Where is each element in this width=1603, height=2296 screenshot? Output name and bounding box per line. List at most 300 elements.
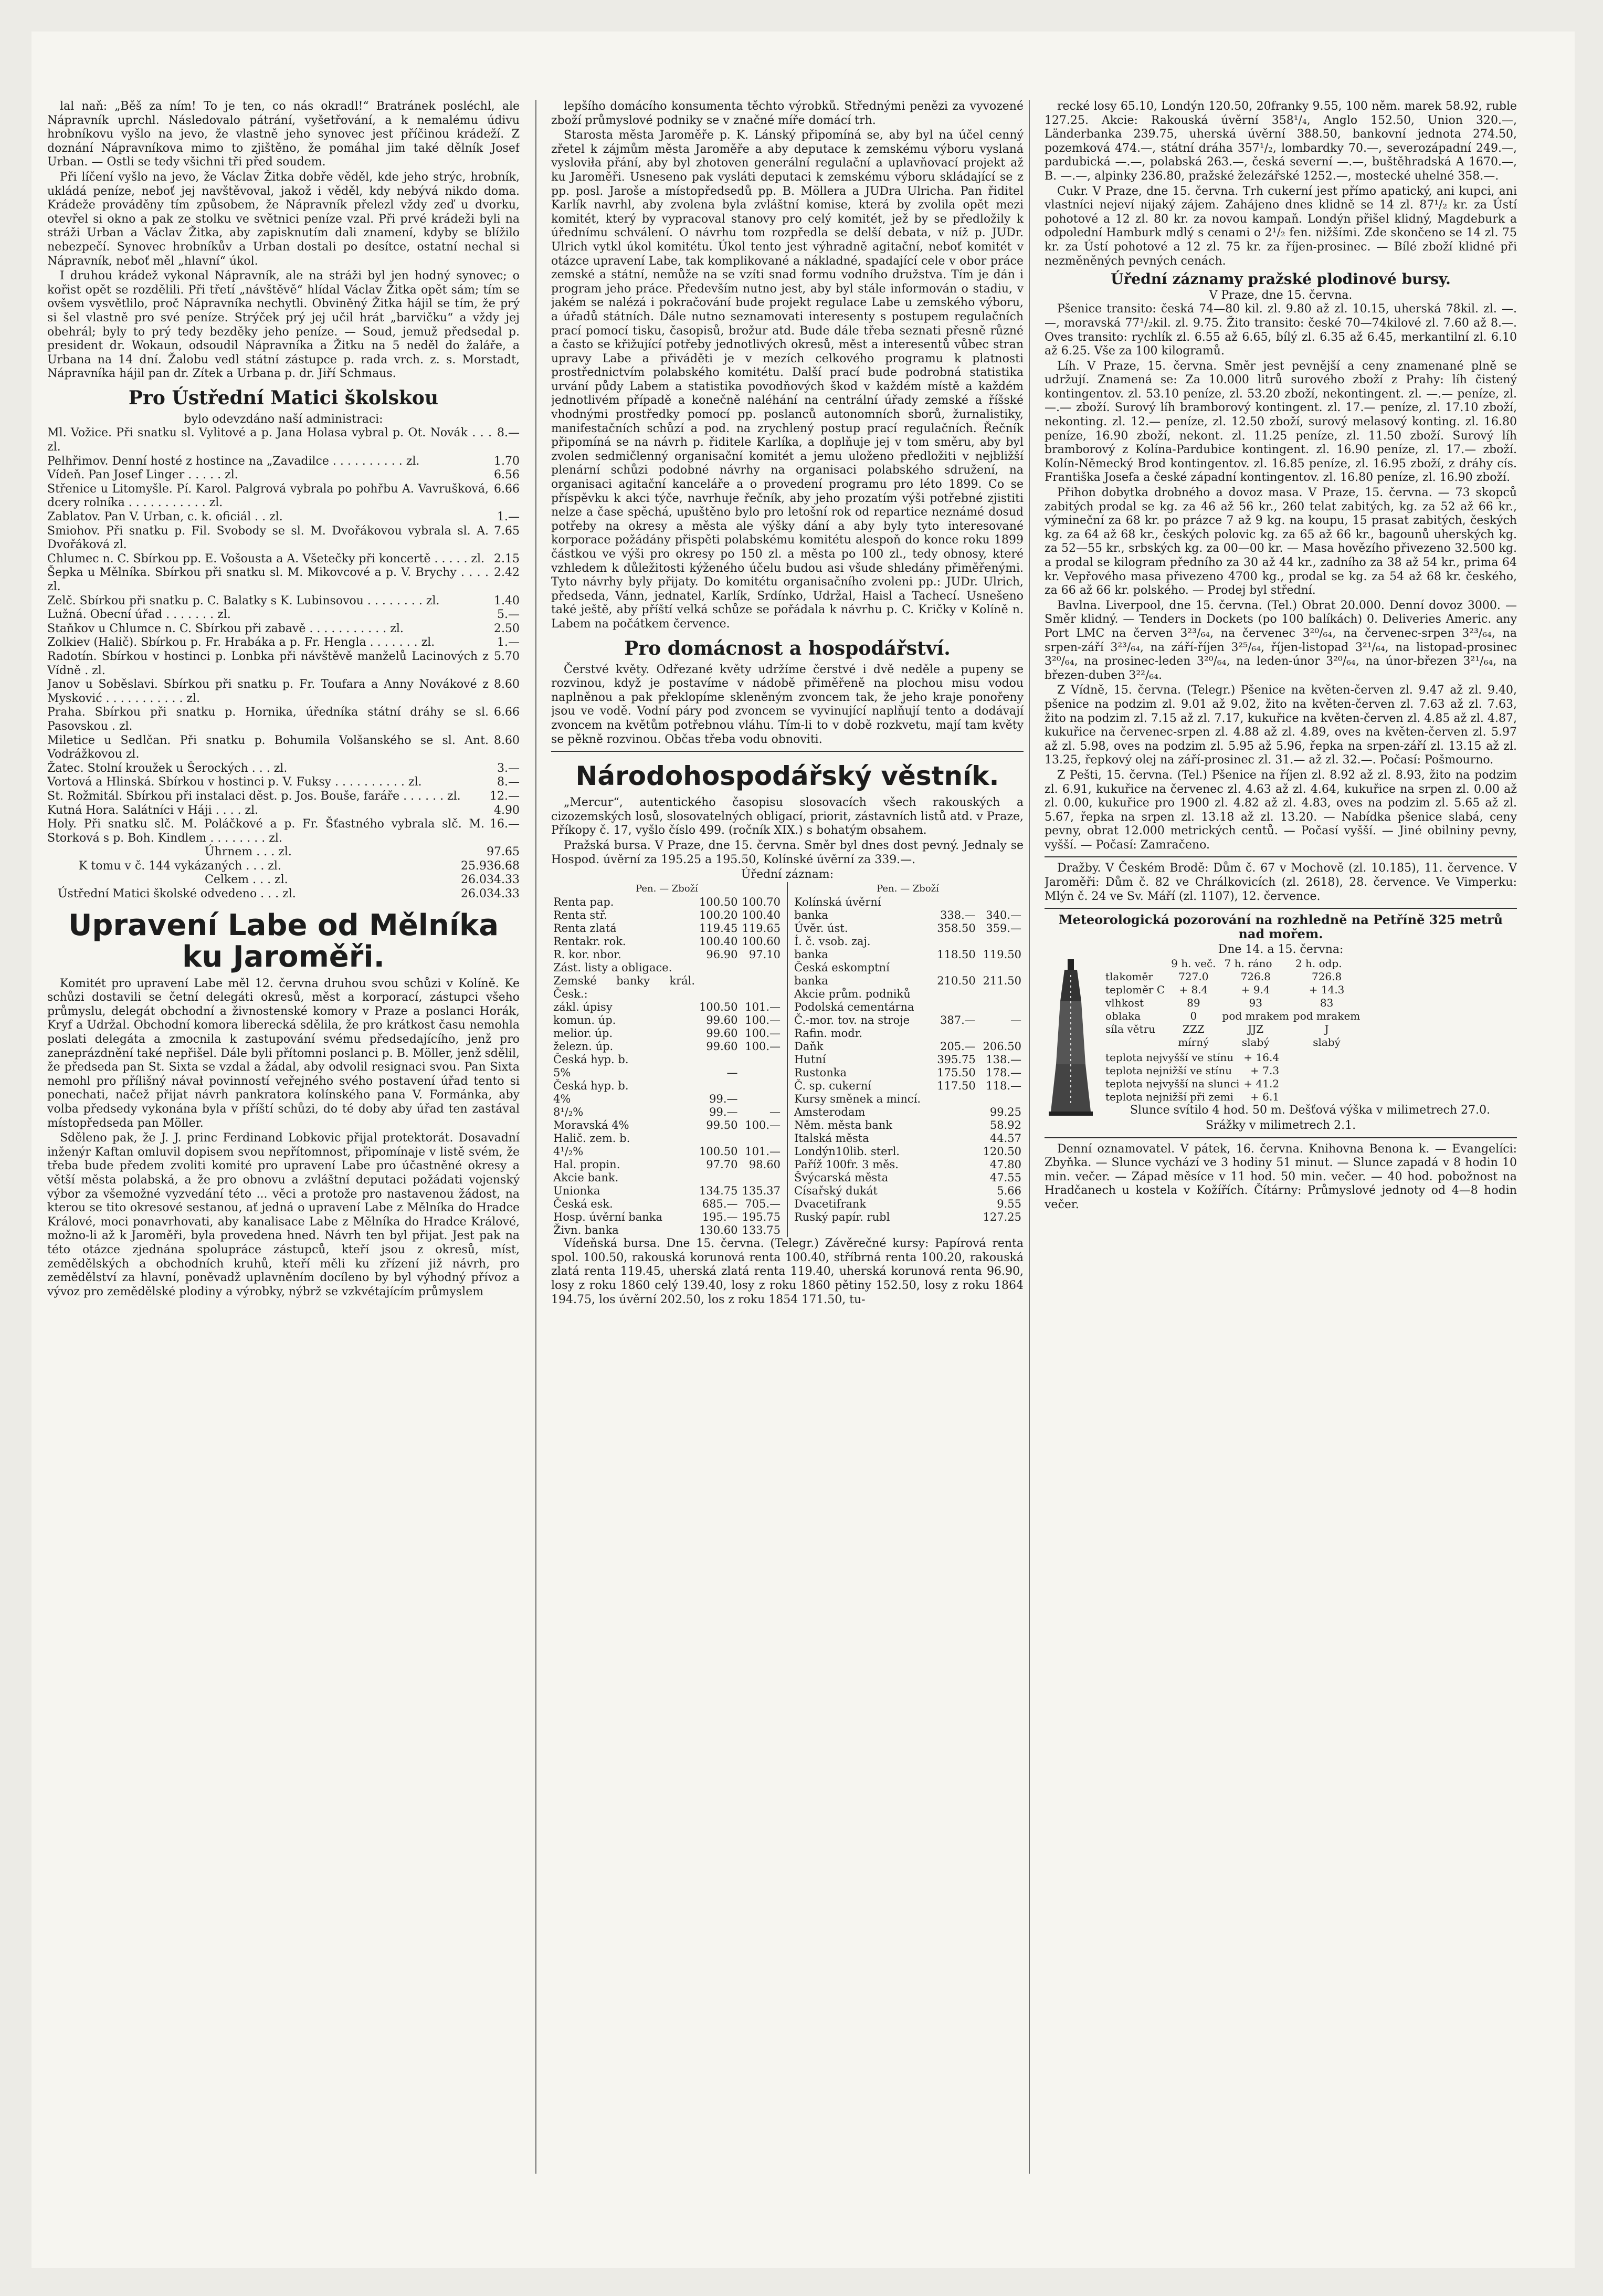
bourse-row — [551, 1171, 783, 1184]
money-price — [697, 1132, 740, 1145]
bourse-row — [792, 896, 1024, 909]
security-name: Č. sp. cukerní — [794, 1079, 871, 1093]
security-name: komun. úp. — [553, 1014, 616, 1027]
meteo-precipitation: Srážky v milimetrech 2.1. — [1205, 1119, 1356, 1133]
security-name: Hosp. úvěrní banka — [553, 1211, 663, 1224]
security-name: železn. úp. — [553, 1040, 614, 1053]
donation-row — [47, 608, 520, 622]
security-name: Česká hyp. b. — [553, 1079, 629, 1093]
donation-text: Zelč. Sbírkou při snatku p. C. Balatky s K. Lubinsovou . . . . . . . . zl. — [47, 594, 440, 607]
donation-amount: 2.42 — [494, 566, 520, 580]
column-divider — [535, 100, 536, 2174]
money-price — [932, 1211, 978, 1224]
bourse-row — [792, 1198, 1024, 1211]
meteo-value: + 14.3 — [1309, 983, 1345, 997]
official-record-title: Úřední záznam: — [741, 868, 834, 882]
goods-price: 127.25 — [983, 1211, 1021, 1224]
bourse-row — [792, 988, 1024, 1001]
bourse-row — [792, 1145, 1024, 1158]
donation-row — [47, 455, 520, 469]
donation-amount: 1.70 — [494, 454, 520, 468]
goods-price — [740, 1132, 783, 1145]
money-price: 685.— — [702, 1198, 738, 1211]
money-price — [932, 935, 978, 948]
goods-price: 195.75 — [742, 1211, 781, 1224]
donation-row — [47, 762, 520, 776]
meteo-value: 0 — [1190, 1010, 1197, 1023]
meteo-value: pod mrakem — [1222, 1010, 1289, 1023]
donation-text: Lužná. Obecní úřad . . . . . . . zl. — [47, 608, 231, 622]
bourse-row — [792, 1027, 1024, 1040]
donation-row — [47, 483, 520, 510]
goods-price: 211.50 — [983, 974, 1021, 988]
meteo-value: 727.0 — [1178, 970, 1209, 983]
money-price — [932, 961, 978, 974]
goods-price — [978, 935, 1024, 948]
donation-text: Staňkov u Chlumce n. C. Sbírkou při zabavě . . . . . . . . . . . zl. — [47, 622, 404, 635]
donation-text: Pelhřimov. Denní hosté z hostince na „Zavadilce . . . . . . . . . . zl. — [47, 454, 420, 468]
goods-price: 97.10 — [748, 948, 781, 961]
bourse-row — [551, 1027, 783, 1040]
bourse-row — [792, 1093, 1024, 1106]
donation-row — [47, 817, 520, 845]
meteo-row — [1103, 997, 1362, 1010]
security-name: Zást. listy a obligace. — [553, 961, 672, 974]
money-price — [932, 1119, 978, 1132]
money-price: 205.— — [940, 1040, 976, 1053]
bourse-table-right — [792, 896, 1024, 1224]
security-name: Něm. města bank — [794, 1119, 893, 1132]
goods-price — [740, 961, 783, 974]
bourse-row — [551, 948, 783, 961]
column-3 — [1045, 100, 1517, 2200]
security-name: Rustonka — [794, 1066, 847, 1079]
money-price — [932, 1158, 978, 1171]
money-price — [932, 1171, 978, 1184]
donation-amount: 8.60 — [494, 733, 520, 747]
meteo-value: + 8.4 — [1179, 983, 1208, 997]
goods-price: 138.— — [986, 1053, 1021, 1066]
goods-price: 47.55 — [989, 1171, 1021, 1184]
meteo-value: 83 — [1320, 997, 1334, 1010]
donation-text: Praha. Sbírkou při snatku p. Hornika, úředníka státní dráhy se sl. Pasovskou . zl. — [47, 706, 489, 733]
bourse-row — [792, 1040, 1024, 1053]
meteo-value: ZZZ — [1182, 1023, 1205, 1036]
bourse-row — [551, 909, 783, 922]
spirit-paragraph: Líh. V Praze, 15. června. Směr jest pevnější a ceny znamenané plně se udržují. Znamená se: Za 10.000 litrů surového zboží z Prahy: líh čistený kontingentov. zl. 53.10 peníze, zl. 53.20 zboží, nekontingent. zl. —.— peníze, zl. —.— zboží. Surový líh bramborový kontingent. zl. 17.— peníze, zl. 17.10 zboží, nekonting. zl. 12.— peníze, zl. 12.50 zboží, surový melasový konting. zl. 16.80 peníze, 16.90 zboží, nekont. zl. 11.25 peníze, zl. 11.50 zboží. Surový líh bramborový z Kolína-Pardubice kontingent. zl. 16.90 peníze, zl. 17.— zboží. Kolín-Německý Brod kontingentov. zl. 16.85 peníze, zl. 16.95 zboží, z dráhy cís. Františka Josefa a české západní kontingentov. zl. 16.80 peníze, zl. 16.90 zboží. — [1045, 359, 1517, 485]
donation-row — [47, 594, 520, 609]
security-name: Kursy směnek a mincí. — [794, 1093, 921, 1106]
goods-price: 120.50 — [983, 1145, 1021, 1158]
goods-price: 119.50 — [983, 948, 1021, 961]
bourse-row — [551, 935, 783, 948]
meteo-extreme-label: teplota nejvyšší na slunci — [1105, 1077, 1240, 1091]
meteo-extreme-value: + 6.1 — [1250, 1091, 1280, 1104]
matice-subheading: bylo odevzdáno naší administraci: — [184, 412, 383, 426]
meteo-label: vlhkost — [1105, 997, 1144, 1010]
goods-price: 5.66 — [997, 1184, 1021, 1198]
donation-amount: 2.50 — [494, 622, 520, 635]
security-name: Renta zlatá — [553, 922, 617, 935]
donation-row — [47, 636, 520, 650]
money-price: — — [726, 1066, 738, 1079]
meteo-row — [1103, 983, 1362, 997]
donation-row — [47, 622, 520, 636]
meteo-row — [1103, 1010, 1362, 1023]
money-price — [932, 988, 978, 1001]
bourse-table-left — [551, 896, 783, 1237]
money-price: 100.50 — [699, 1145, 738, 1158]
money-price — [697, 1053, 740, 1066]
money-price — [932, 1132, 978, 1145]
security-name: Kolínská úvěrní — [794, 896, 881, 909]
goods-price: 119.65 — [742, 922, 781, 935]
meteo-value: slabý — [1241, 1036, 1270, 1049]
bourse-row — [551, 1145, 783, 1158]
goods-price: — — [769, 1106, 781, 1119]
labe-continued-paragraph: lepšího domácího konsumenta těchto výrobků. Střednými penězi za vyvozené zboží průmyslové podniky se v značné míře domácí trh. — [551, 100, 1024, 127]
bourse-row — [551, 1132, 783, 1145]
bourse-row — [551, 1053, 783, 1066]
money-price: 134.75 — [699, 1184, 738, 1198]
donation-text: Vortová a Hlinská. Sbírkou v hostinci p. V. Fuksy . . . . . . . . . . zl. — [47, 775, 422, 789]
meteo-column-header: 7 h. ráno — [1224, 957, 1272, 970]
bourse-row — [551, 1001, 783, 1014]
donation-amount: 6.66 — [494, 482, 520, 496]
cattle-paragraph: Přihon dobytka drobného a dovoz masa. V Praze, 15. června. — 73 skopců zabitých prodal se kg. za 46 až 56 kr., 260 telat zabitých, kg. za 52 až 66 kr., výmineční za 68 kr. po prázce 7 až 9 kg. na koupu, 15 prasat zabitých, českých kg. za 64 až 68 kr., českých polovic kg. za 65 až 66 kr., bagounů uherských kg. za 52—55 kr., srbských kg. za 00—00 kr. — Masa hovězího přivezeno 32.500 kg. a prodal se kilogram předního za 30 až 44 kr., zadního za 38 až 54 kr., prima 64 kr. Vepřového masa přivezeno 4700 kg., prodal se kg. za 54 až 68 kr. českého, za 66 až 66 kr. polského. — Prodej byl střední. — [1045, 486, 1517, 597]
goods-price: 100.— — [745, 1119, 781, 1132]
bourse-row — [551, 1040, 783, 1053]
meteo-extreme-row — [1103, 1051, 1281, 1064]
meteo-table — [1103, 957, 1362, 1049]
donation-amount: 6.66 — [494, 706, 520, 719]
remitted-row: Ústřední Matici školské odvedeno . . . zl. 26.034.33 — [58, 887, 520, 901]
money-price: 100.20 — [699, 909, 738, 922]
money-price — [932, 1145, 978, 1158]
bourse-row — [792, 948, 1024, 961]
security-name: Akcie bank. — [553, 1171, 619, 1184]
money-price: 100.50 — [699, 1001, 738, 1014]
money-price — [697, 961, 740, 974]
meteo-extreme-label: teplota nejvyšší ve stínu — [1105, 1051, 1234, 1064]
money-price — [932, 1001, 978, 1014]
donation-row — [47, 706, 520, 733]
donation-text: Janov u Soběslavi. Sbírkou při snatku p. Fr. Toufara a Anny Novákové z Mysković . . . . . . . . . . . zl. — [47, 678, 489, 705]
section-rule — [1045, 1137, 1517, 1138]
donation-row — [47, 426, 520, 454]
donation-row — [47, 775, 520, 790]
bourse-row — [792, 935, 1024, 948]
meteo-value: 726.8 — [1240, 970, 1271, 983]
money-price — [932, 1027, 978, 1040]
security-name: Švýcarská města — [794, 1171, 889, 1184]
security-name: Renta stř. — [553, 909, 608, 922]
bourse-row — [551, 961, 783, 974]
column-2 — [551, 100, 1024, 2200]
donation-text: Žatec. Stolní kroužek u Šerockých . . . zl. — [47, 761, 288, 775]
goods-price: 206.50 — [983, 1040, 1021, 1053]
donation-amount: 8.— — [497, 426, 520, 440]
money-price — [697, 1171, 740, 1184]
bourse-row — [551, 1093, 783, 1106]
goods-price: 133.75 — [742, 1224, 781, 1237]
goods-price: 99.25 — [989, 1106, 1021, 1119]
bourse-row — [551, 896, 783, 909]
sugar-paragraph: Cukr. V Praze, dne 15. června. Trh cukerní jest přímo apatický, ani kupci, ani vlastníci nejeví nijaký zájem. Zahájeno dnes klidně se 14 zl. 87¹/₂ kr. za Ústí pohotové a 12 zl. 80 kr. za novou kampaň. Londýn přišel klidný, Magdeburk a odpolední Hamburk mdlý s cenami o 2¹/₂ fen. nižšími. Zde skončeno se 14 zl. 75 kr. za Ústí pohotové a 12 zl. 75 kr. za říjen-prosinec. — Bílé zboží klidné při nezměněných pevných cenách. — [1045, 184, 1517, 268]
security-name: banka — [794, 948, 828, 961]
money-price — [932, 1198, 978, 1211]
security-name: Londýn10lib. sterl. — [794, 1145, 900, 1158]
money-price — [932, 1093, 978, 1106]
security-name: Moravská 4% — [553, 1119, 629, 1132]
labe-heading: Upravení Labe od Mělníka ku Jaroměři. — [68, 908, 499, 974]
bourse-row — [792, 1211, 1024, 1224]
money-price: 175.50 — [937, 1066, 976, 1079]
security-name: melior. úp. — [553, 1027, 613, 1040]
meteo-extreme-row — [1103, 1077, 1281, 1091]
money-price: 99.60 — [706, 1027, 738, 1040]
bourse-row — [792, 974, 1024, 988]
security-name: Daňk — [794, 1040, 824, 1053]
security-name: Zemské banky král. Česk.: — [553, 974, 695, 1001]
meteo-sunshine: Slunce svítilo 4 hod. 50 m. Dešťová výška v milimetrech 27.0. — [1130, 1104, 1491, 1117]
goods-price — [978, 1093, 1024, 1106]
goods-price — [978, 961, 1024, 974]
money-price: 358.50 — [937, 922, 976, 935]
produce-heading: Úřední záznamy pražské plodinové bursy. — [1111, 270, 1451, 288]
money-price: 210.50 — [937, 974, 976, 988]
donation-amount: 3.— — [497, 761, 520, 775]
donation-amount: 8.60 — [494, 678, 520, 691]
meteo-extreme-value: + 16.4 — [1243, 1051, 1280, 1064]
security-name: zákl. úpisy — [553, 1001, 613, 1014]
goods-price — [740, 1053, 783, 1066]
meteo-column-header: 2 h. odp. — [1295, 957, 1342, 970]
security-name: Unionka — [553, 1184, 600, 1198]
money-price: 100.50 — [699, 896, 738, 909]
meteo-extreme-value: + 41.2 — [1243, 1077, 1280, 1091]
bourse-tables — [551, 882, 1024, 1238]
goods-price: 359.— — [986, 922, 1021, 935]
money-price: 130.60 — [699, 1224, 738, 1237]
bourse-row — [551, 1066, 783, 1079]
bourse-column-header: Pen. — Zboží — [877, 883, 939, 894]
meteo-label: síla větru — [1105, 1023, 1155, 1036]
meteo-extreme-row — [1103, 1091, 1281, 1104]
goods-price: 178.— — [986, 1066, 1021, 1079]
security-name: Česká esk. — [553, 1198, 613, 1211]
security-name: Hutní — [794, 1053, 826, 1066]
donation-amount: 6.56 — [494, 468, 520, 482]
security-name: Italská města — [794, 1132, 869, 1145]
bourse-row — [792, 922, 1024, 935]
goods-price — [978, 1027, 1024, 1040]
security-name: Česká hyp. b. — [553, 1053, 629, 1066]
bourse-row — [792, 1066, 1024, 1079]
security-name: 5% — [553, 1066, 571, 1079]
money-price: 338.— — [940, 909, 976, 922]
money-price: 97.70 — [706, 1158, 738, 1171]
bourse-row — [792, 1132, 1024, 1145]
money-price: 99.— — [709, 1106, 738, 1119]
grand-total-row: Celkem . . . zl. 26.034.33 — [205, 873, 520, 887]
money-price: 99.60 — [706, 1040, 738, 1053]
labe-paragraph: Komitét pro upravení Labe měl 12. června druhou svou schůzi v Kolíně. Ke schůzi dostavili se četní delegáti okresů, měst a korporací, zástupci všeho průmyslu, delegát obchodní a živnostenské komory v Praze a poslanci Horák, Kryf a Udržal. Obchodní komora liberecká sdělila, že pro krátkost času nemohla poslati delegáta a zmocnila k zastupování svému předsedajícího, jenž pro zaneprázdnění také nepřišel. Dále byli přítomni poslanci p. B. Möller, jenž sdělil, že předseda pan St. Sixta se vzdal a žádal, aby odvolil resignaci svou. Pan Sixta nemohl pro přílišný návał povinností veřejného svého postavení úřad tento si ponechati, načež přijat návrh pankratora kolínského pana V. Formánka, aby volba předsedy vykonána byla v příští schůzi, do té doby aby úřad ten zastával místopředseda pan Möller. — [47, 977, 520, 1130]
bourse-row — [792, 1001, 1024, 1014]
vienna-bourse-paragraph: Vídeňská bursa. Dne 15. června. (Telegr.) Závěrečné kursy: Papírová renta spol. 100.50, rakouská korunová renta 100.40, stříbrná renta 100.20, rakouská zlatá renta 119.45, uherská zlatá renta 119.40, uherská korunová renta 96.90, losy z roku 1860 celý 139.40, losy z roku 1860 pětiny 152.50, losy z roku 1864 194.75, los úvěrní 202.50, los z roku 1854 171.50, tu- — [551, 1237, 1024, 1306]
meteo-value: 93 — [1249, 997, 1262, 1010]
money-price: 99.60 — [706, 1014, 738, 1027]
security-name: Rentakr. rok. — [553, 935, 626, 948]
security-name: Amsterodam — [794, 1106, 866, 1119]
security-name: R. kor. nbor. — [553, 948, 621, 961]
bourse-row — [792, 1014, 1024, 1027]
donation-amount: 4.90 — [494, 803, 520, 817]
donation-text: Vídeň. Pan Josef Linger . . . . . zl. — [47, 468, 238, 482]
matice-heading: Pro Ústřední Matici školskou — [128, 386, 439, 409]
column-divider — [1029, 100, 1030, 2174]
meteo-label: oblaka — [1105, 1010, 1141, 1023]
money-price: 395.75 — [937, 1053, 976, 1066]
goods-price: 101.— — [745, 1145, 781, 1158]
security-name: 4¹/₂% — [553, 1145, 584, 1158]
goods-price: 100.60 — [742, 935, 781, 948]
security-name: Renta pap. — [553, 896, 614, 909]
meteo-value: slabý — [1313, 1036, 1341, 1049]
donation-text: Radotín. Sbírkou v hostinci p. Lonbka při návštěvě manželů Lacinových z Vídně . zl. — [47, 649, 489, 677]
goods-price: — — [1010, 1014, 1021, 1027]
money-price: 119.45 — [699, 922, 738, 935]
pest-grain-paragraph: Z Pešti, 15. června. (Tel.) Pšenice na říjen zl. 8.92 až zl. 8.93, žito na podzim zl. 6.91, kukuřice na červenec zl. 4.63 až zl. 4.64, kukuřice na srpen zl. 0.00 až zl. 0.00, kukuřice pro 1900 zl. 4.82 až zl. 4.83, oves na podzim zl. 5.65 až zl. 5.67, řepka na srpen zl. 13.18 až zl. 13.20. — Nabídka pšenice slabá, ceny pevny, obrat 12.000 metrických centů. — Počasí vyšší. — Jiné obilniny pevny, vyšší. — Počasí: Zamračeno. — [1045, 768, 1517, 852]
donation-amount: 5.— — [497, 608, 520, 622]
meteo-row — [1103, 1023, 1362, 1036]
goods-price — [740, 1171, 783, 1184]
meteo-value: + 9.4 — [1241, 983, 1270, 997]
goods-price — [978, 896, 1024, 909]
bourse-row — [551, 1198, 783, 1211]
money-price: 99.50 — [706, 1119, 738, 1132]
bourse-column-header: Pen. — Zboží — [636, 883, 698, 894]
money-price — [697, 974, 740, 1001]
goods-price: 47.80 — [989, 1158, 1021, 1171]
security-name: Rafin. modr. — [794, 1027, 863, 1040]
carried-row: K tomu v č. 144 vykázaných . . . zl. 25.936.68 — [79, 859, 520, 873]
money-price: 387.— — [940, 1014, 976, 1027]
bourse-row — [792, 909, 1024, 922]
security-name: Í. č. vsob. zaj. — [794, 935, 871, 948]
donation-list — [47, 426, 520, 845]
bourse-row — [792, 1079, 1024, 1093]
bourse-row — [551, 922, 783, 935]
meteo-date: Dne 14. a 15. června: — [1218, 943, 1344, 957]
security-name: Podolská cementárna — [794, 1001, 914, 1014]
donation-text: Šepka u Mělníka. Sbírkou při snatku sl. M. Mikovcové a p. V. Brychy . . . . zl. — [47, 566, 489, 593]
goods-price — [740, 1093, 783, 1106]
bourse-row — [792, 1158, 1024, 1171]
goods-price: 100.— — [745, 1027, 781, 1040]
meteo-label: teploměr C — [1105, 983, 1165, 997]
goods-price: 101.— — [745, 1001, 781, 1014]
money-price: 99.— — [709, 1093, 738, 1106]
security-name: Císařský dukát — [794, 1184, 878, 1198]
column-1 — [47, 100, 520, 2200]
bourse-row — [792, 1106, 1024, 1119]
goods-price — [740, 1079, 783, 1093]
donation-amount: 2.15 — [494, 552, 520, 565]
donation-row — [47, 525, 520, 552]
meteo-column-header: 9 h. več. — [1171, 957, 1216, 970]
security-name: Akcie prům. podniků — [794, 988, 911, 1001]
donation-text: Střenice u Litomyšle. Pí. Karol. Palgrová vybrala po pohřbu A. Vavrušková, dcery rolníka . . . . . . . . . . . zl. — [47, 482, 489, 510]
vienna-continued-paragraph: recké losy 65.10, Londýn 120.50, 20franky 9.55, 100 něm. marek 58.92, ruble 127.25. Akcie: Rakouská úvěrní 358¹/₄, Anglo 152.50, Union 320.—, Länderbanka 239.75, uherská úvěrní 388.50, bankovní jednota 274.50, pozemková 474.—, státní dráha 357¹/₂, lombardky 70.—, severozápadní 249.—, pardubická —.—, polabská 263.—, česká severní —.—, buštěhradská A 1670.—, B. —.—, alpinky 236.80, pražské železářské 1252.—, mostecké uhelné 358.—. — [1045, 100, 1517, 183]
security-name: Dvacetifrank — [794, 1198, 867, 1211]
table-divider — [787, 882, 788, 1238]
donation-row — [47, 804, 520, 818]
bourse-row — [792, 1119, 1024, 1132]
security-name: Česká eskomptní — [794, 961, 890, 974]
security-name: Paříž 100fr. 3 měs. — [794, 1158, 899, 1171]
donation-text: Chlumec n. C. Sbírkou pp. E. Vošousta a A. Všetečky při koncertě . . . . . zl. — [47, 552, 485, 565]
goods-price: 100.40 — [742, 909, 781, 922]
goods-price: 100.— — [745, 1014, 781, 1027]
court-report-paragraph: I druhou krádež vykonal Nápravník, ale na stráži byl jen hodný synovec; o kořist opět se rozdělili. Při třetí „návštěvě“ hlídal Václav Žitka opět sám; tím se ovšem vysvětlilo, proč Nápravníka nechytli. Obviněný Žitka hájil se tím, že prý si šel vlastně pro své peníze. Strýček prý jej učil hrát „barvičku“ a vždy jej obehrál; byly to prý tedy bezděky jeho peníze. — Soud, jemuž předsedal p. president dr. Wokaun, odsoudil Nápravníka a Žitku na 5 neděl do žaláře, a Urbana na 14 dní. Žalobu vedl státní zástupce p. rada vrch. z. s. Morstadt, Nápravníka hájil pan dr. Zítek a Urbana p. dr. Jiří Schmaus. — [47, 269, 520, 381]
bourse-row — [792, 1053, 1024, 1066]
donation-row — [47, 552, 520, 567]
meteo-row — [1103, 970, 1362, 983]
goods-price: 340.— — [986, 909, 1021, 922]
security-name: Ruský papír. rubl — [794, 1211, 890, 1224]
bourse-row — [551, 1079, 783, 1093]
donation-text: St. Rožmitál. Sbírkou při instalaci děst. p. Jos. Bouše, faráře . . . . . . zl. — [47, 789, 461, 803]
household-paragraph: Čerstvé květy. Odřezané květy udržíme čerstvé i dvě neděle a pupeny se rozvinou, když je postavíme v nádobě přiměřeně na plochou misu vodou naplněnou a pak překlopíme skleněným zvoncem tak, že jeho kraje ponořeny jsou ve vodě. Vodní páry pod zvoncem se vyvinující naplňují tento a dodávají zvoncem na květům potřebnou vláhu. Tím-li to v době rozkvetu, mají tam květy se pěkně rozvinou. Občas třeba vodu obnoviti. — [551, 663, 1024, 746]
money-price — [932, 1184, 978, 1198]
section-rule — [1045, 856, 1517, 857]
meteo-extreme-row — [1103, 1064, 1281, 1077]
goods-price: 135.37 — [742, 1184, 781, 1198]
donation-text: Zablatov. Pan V. Urban, c. k. oficiál . . zl. — [47, 510, 283, 524]
meteo-value: 89 — [1187, 997, 1200, 1010]
donation-text: Miletice u Sedlčan. Při snatku p. Bohumila Volšanského se sl. Ant. Vodrážkovou zl. — [47, 733, 489, 761]
bourse-row — [551, 1158, 783, 1171]
goods-price: 705.— — [745, 1198, 781, 1211]
section-rule — [551, 751, 1024, 752]
total-row: Úhrnem . . . zl. 97.65 — [205, 845, 520, 859]
meteo-extreme-label: teplota nejnižší ve stínu — [1105, 1064, 1232, 1077]
donation-amount: 7.65 — [494, 524, 520, 538]
court-report-paragraph: Při líčení vyšlo na jevo, že Václav Žitka dobře věděl, kde jeho strýc, hrobník, ukládá peníze, neboť jej navštěvoval, jakož i věděl, kdy nebývá nikdo doma. Krádeže prováděny tím způsobem, že Nápravník přelezl vždy zeď u dvorku, otevřel si okno a pak ze stolku ve světnici peníze vzal. Při prvé krádeži byli na stráži Urban a Václav Žitka, aby zapisknutím dali znamení, kdyby se blížilo nebezpečí. Synovec hrobníkův a Urban dostali po desítce, ostatní nechal si Nápravník, neboť měl „hlavní“ úkol. — [47, 170, 520, 268]
donation-row — [47, 734, 520, 762]
donation-amount: 1.— — [497, 510, 520, 524]
goods-price: 100.— — [745, 1040, 781, 1053]
donation-text: Ml. Vožice. Při snatku sl. Vylitové a p. Jana Holasa vybral p. Ot. Novák . . . zl. — [47, 426, 492, 454]
bourse-row — [551, 1106, 783, 1119]
produce-paragraph: Pšenice transito: česká 74—80 kil. zl. 9.80 až zl. 10.15, uherská 78kil. zl. —.—, moravská 77¹/₂kil. zl. 9.75. Žito transito: české 70—74kilové zl. 7.60 až 8.—. Oves transito: rychlík zl. 6.55 až 6.65, bílý zl. 6.35 až 6.45, merkantilní zl. 6.10 až 6.25. Vše za 100 kilogramů. — [1045, 302, 1517, 358]
money-price: 118.50 — [937, 948, 976, 961]
security-name: Hal. propin. — [553, 1158, 620, 1171]
section-rule — [1045, 908, 1517, 909]
produce-date: V Praze, dne 15. června. — [1209, 288, 1353, 302]
court-report-paragraph: lal naň: „Běš za ním! To je ten, co nás okradl!“ Bratránek posléchl, ale Nápravník uprchl. Následovalo pátrání, vyšetřování, a k nemalému údivu hrobníkovu vyšlo na jevo, že vlastně jeho synovec jest příčinou krádeží. Z doznání Nápravníkova mimo to zjištěno, že pomáhal jim také dělník Josef Urban. — Ostli se tedy všichni tři před soudem. — [47, 100, 520, 169]
security-name: Živn. banka — [553, 1224, 619, 1237]
bourse-row — [551, 1224, 783, 1237]
security-name: banka — [794, 909, 828, 922]
thermometer-tower-icon — [1045, 959, 1097, 1117]
money-price: 100.40 — [699, 935, 738, 948]
goods-price — [740, 974, 783, 1001]
donation-row — [47, 650, 520, 678]
money-price: 195.— — [702, 1211, 738, 1224]
goods-price: 44.57 — [989, 1132, 1021, 1145]
